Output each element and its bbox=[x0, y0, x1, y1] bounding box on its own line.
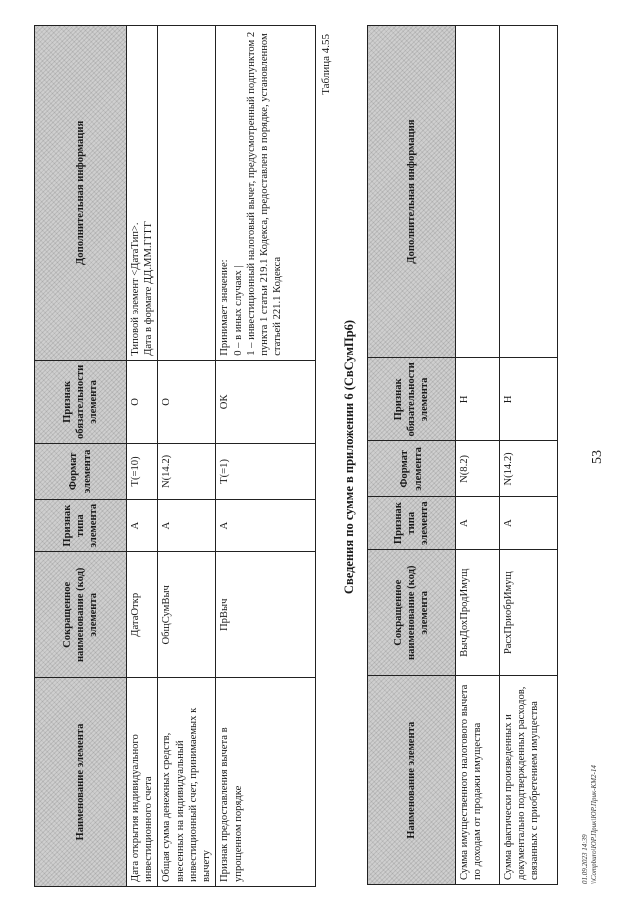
cell-info bbox=[127, 26, 158, 361]
info-line: Принимает значение: bbox=[219, 259, 231, 356]
section-title: Сведения по сумме в приложении 6 (СвСумПр6) bbox=[342, 319, 356, 595]
cell-format: N(14.2) bbox=[500, 441, 558, 497]
elements-table bbox=[34, 25, 316, 887]
cell-name: Сумма имущественного налогового вычета по доходам от продажи имущества bbox=[456, 676, 500, 885]
cell-name: Признак предоставления вычета в упрощенном порядке bbox=[216, 678, 316, 887]
cell-code: ДатаОткр bbox=[127, 552, 158, 678]
info-line: Типовой элемент <ДатаТип>. bbox=[130, 222, 141, 356]
cell-name: Сумма фактически произведенных и документально подтвержденных расходов, связанных с приобретением имущества bbox=[500, 676, 558, 885]
cell-type: А bbox=[500, 497, 558, 550]
cell-required: Н bbox=[456, 358, 500, 441]
header-element-type: Признак типа элемента bbox=[35, 499, 127, 552]
cell-format: T(=1) bbox=[216, 444, 316, 500]
cell-type: А bbox=[216, 499, 316, 552]
table-row bbox=[500, 26, 558, 885]
cell-required: Н bbox=[500, 358, 558, 441]
info-line: Дата в формате ДД.ММ.ГГГГ bbox=[143, 220, 155, 356]
cell-code: РасхПриобрИмущ bbox=[500, 550, 558, 676]
cell-code: ПрВыч bbox=[216, 552, 316, 678]
header-element-name: Наименование элемента bbox=[368, 676, 456, 885]
header-additional-info: Дополнительная информация bbox=[368, 26, 456, 358]
header-element-format: Формат элемента bbox=[368, 441, 456, 497]
header-element-required: Признак обязательности элемента bbox=[35, 360, 127, 443]
cell-info bbox=[216, 26, 316, 361]
cell-type: А bbox=[158, 499, 216, 552]
info-line: 1 – инвестиционный налоговый вычет, предусмотренный подпунктом 2 пункта 1 статьи 219.1 Кодекса, предоставлен в порядке, установленном статьей 221.1 Кодекса bbox=[245, 31, 284, 356]
cell-required: О bbox=[158, 360, 216, 443]
header-element-format: Формат элемента bbox=[35, 444, 127, 500]
table-number-label: Таблица 4.55 bbox=[320, 34, 332, 95]
cell-type: А bbox=[456, 497, 500, 550]
table-header-row bbox=[368, 26, 456, 885]
cell-code: ВычДохПродИмущ bbox=[456, 550, 500, 676]
cell-required: О bbox=[127, 360, 158, 443]
cell-info bbox=[456, 26, 500, 358]
table-row bbox=[456, 26, 500, 885]
cell-name: Дата открытия индивидуального инвестиционного счета bbox=[127, 678, 158, 887]
header-element-code: Сокращенное наименование (код) элемента bbox=[368, 550, 456, 676]
cell-required: ОК bbox=[216, 360, 316, 443]
table-row bbox=[127, 26, 158, 887]
sum-info-table bbox=[367, 25, 558, 885]
header-element-name: Наименование элемента bbox=[35, 678, 127, 887]
cell-format: N(8.2) bbox=[456, 441, 500, 497]
footer-path: \\Compburo\ЮР.Прик\ЮР.Прик-КМ2-14 bbox=[590, 765, 599, 884]
table-header-row bbox=[35, 26, 127, 887]
header-element-required: Признак обязательности элемента bbox=[368, 358, 456, 441]
footer-timestamp: 01.09.2023 14:39 bbox=[581, 834, 589, 884]
table-row bbox=[216, 26, 316, 887]
page-number: 53 bbox=[590, 450, 605, 464]
header-additional-info: Дополнительная информация bbox=[35, 26, 127, 361]
cell-format: T(=10) bbox=[127, 444, 158, 500]
header-element-type: Признак типа элемента bbox=[368, 497, 456, 550]
table-row bbox=[158, 26, 216, 887]
cell-code: ОбщСумВыч bbox=[158, 552, 216, 678]
header-element-code: Сокращенное наименование (код) элемента bbox=[35, 552, 127, 678]
cell-type: А bbox=[127, 499, 158, 552]
cell-info bbox=[500, 26, 558, 358]
cell-name: Общая сумма денежных средств, внесенных на индивидуальный инвестиционный счет, принимаемых к вычету bbox=[158, 678, 216, 887]
cell-info bbox=[158, 26, 216, 361]
cell-format: N(14.2) bbox=[158, 444, 216, 500]
info-line: 0 – в иных случаях | bbox=[232, 265, 244, 356]
